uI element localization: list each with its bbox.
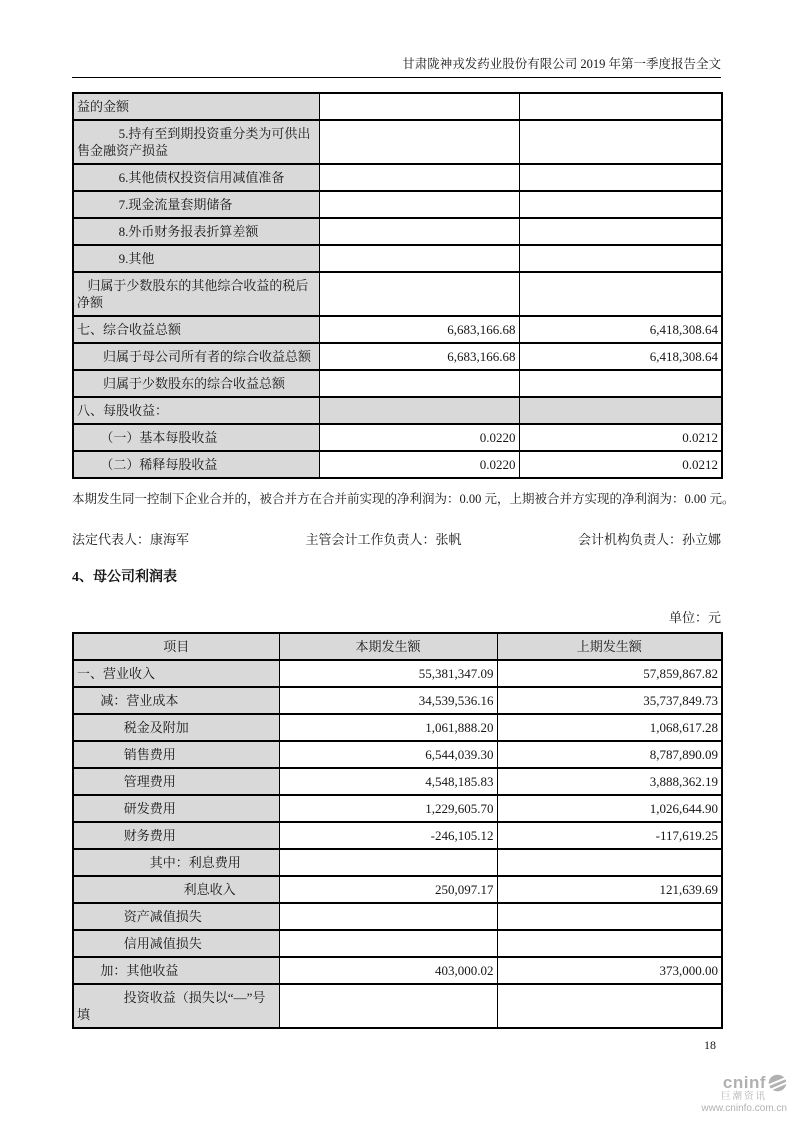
prior-period-value: 1,026,644.90 (497, 795, 722, 822)
table-row (73, 741, 722, 768)
table-row (73, 957, 722, 984)
current-period-value: 4,548,185.83 (279, 768, 497, 795)
cninfo-logo (677, 1074, 787, 1114)
row-label: 9.其他 (73, 245, 319, 272)
prior-period-value: 35,737,849.73 (497, 687, 722, 714)
page-number: 18 (704, 1038, 716, 1052)
table-row (73, 370, 722, 397)
row-label: 5.持有至到期投资重分类为可供出售金融资产损益 (73, 120, 319, 164)
table-row (73, 795, 722, 822)
prior-period-value (497, 930, 722, 957)
prior-period-value (497, 903, 722, 930)
accounting-head: 会计机构负责人：孙立娜 (577, 532, 721, 547)
current-period-value (319, 93, 519, 120)
table-row (73, 191, 722, 218)
prior-period-value: 1,068,617.28 (497, 714, 722, 741)
current-period-value: 6,683,166.68 (319, 316, 519, 343)
table-row (73, 660, 722, 687)
current-period-value (319, 191, 519, 218)
prior-period-value (497, 984, 722, 1028)
table-row (73, 164, 722, 191)
row-label: 财务费用 (73, 822, 279, 849)
row-label: 归属于少数股东的其他综合收益的税后净额 (73, 272, 319, 316)
table-row (73, 451, 722, 478)
prior-period-value (519, 245, 722, 272)
current-period-value: 0.0220 (319, 424, 519, 451)
table-row (73, 424, 722, 451)
current-period-value: 34,539,536.16 (279, 687, 497, 714)
table-row (73, 397, 722, 424)
prior-period-value (519, 397, 722, 424)
row-label: 利息收入 (73, 876, 279, 903)
table-row (73, 272, 722, 316)
current-period-value: 1,061,888.20 (279, 714, 497, 741)
row-label: 销售费用 (73, 741, 279, 768)
current-period-value (319, 397, 519, 424)
row-label: 税金及附加 (73, 714, 279, 741)
comprehensive-income-table (72, 92, 723, 479)
prior-period-value (519, 164, 722, 191)
current-period-value (319, 120, 519, 164)
cninfo-swirl-icon (768, 1074, 787, 1092)
table-row (73, 687, 722, 714)
current-period-value: 1,229,605.70 (279, 795, 497, 822)
current-period-value (319, 272, 519, 316)
row-label: 益的金额 (73, 93, 319, 120)
current-period-value (279, 930, 497, 957)
row-label: 八、每股收益： (73, 397, 319, 424)
prior-period-value (497, 849, 722, 876)
column-header-item: 项目 (73, 633, 279, 660)
current-period-value (319, 164, 519, 191)
row-label: 6.其他债权投资信用减值准备 (73, 164, 319, 191)
row-label: 7.现金流量套期储备 (73, 191, 319, 218)
prior-period-value (519, 191, 722, 218)
current-period-value: -246,105.12 (279, 822, 497, 849)
table-row (73, 903, 722, 930)
table-row (73, 849, 722, 876)
table-row (73, 930, 722, 957)
row-label: （一）基本每股收益 (73, 424, 319, 451)
row-label: 管理费用 (73, 768, 279, 795)
prior-period-value: 0.0212 (519, 424, 722, 451)
current-period-value: 6,683,166.68 (319, 343, 519, 370)
row-label: 信用减值损失 (73, 930, 279, 957)
table-row (73, 822, 722, 849)
prior-period-value (519, 120, 722, 164)
table-row (73, 120, 722, 164)
current-period-value: 403,000.02 (279, 957, 497, 984)
current-period-value (279, 849, 497, 876)
row-label: 一、营业收入 (73, 660, 279, 687)
current-period-value (279, 984, 497, 1028)
prior-period-value: 0.0212 (519, 451, 722, 478)
prior-period-value: -117,619.25 (497, 822, 722, 849)
table-row (73, 984, 722, 1028)
table-row (73, 218, 722, 245)
prior-period-value (519, 93, 722, 120)
chief-accountant: 主管会计工作负责人：张帆 (305, 532, 462, 547)
row-label: 研发费用 (73, 795, 279, 822)
row-label: 减：营业成本 (73, 687, 279, 714)
prior-period-value (519, 218, 722, 245)
section-heading: 4、母公司利润表 (72, 570, 177, 585)
row-label: 归属于母公司所有者的综合收益总额 (73, 343, 319, 370)
current-period-value: 55,381,347.09 (279, 660, 497, 687)
table-row (73, 876, 722, 903)
logo-brand-text: cninf (722, 1073, 766, 1092)
current-period-value: 250,097.17 (279, 876, 497, 903)
prior-period-value: 8,787,890.09 (497, 741, 722, 768)
table-row (73, 316, 722, 343)
prior-period-value: 57,859,867.82 (497, 660, 722, 687)
header-divider (72, 77, 721, 78)
table-row (73, 245, 722, 272)
merger-note: 本期发生同一控制下企业合并的，被合并方在合并前实现的净利润为：0.00 元，上期被合并方实现的净利润为：0.00 元。 (72, 492, 735, 506)
current-period-value: 6,544,039.30 (279, 741, 497, 768)
current-period-value: 0.0220 (319, 451, 519, 478)
prior-period-value: 3,888,362.19 (497, 768, 722, 795)
current-period-value (319, 245, 519, 272)
row-label: 七、综合收益总额 (73, 316, 319, 343)
table-header-row (73, 633, 722, 660)
column-header-prior: 上期发生额 (497, 633, 722, 660)
parent-company-income-table (72, 632, 723, 1029)
table-row (73, 93, 722, 120)
row-label: 其中：利息费用 (73, 849, 279, 876)
column-header-current: 本期发生额 (279, 633, 497, 660)
row-label: （二）稀释每股收益 (73, 451, 319, 478)
logo-chinese-name: 巨潮资讯 (720, 1091, 767, 1102)
prior-period-value: 373,000.00 (497, 957, 722, 984)
table-row (73, 343, 722, 370)
prior-period-value: 6,418,308.64 (519, 316, 722, 343)
row-label: 8.外币财务报表折算差额 (73, 218, 319, 245)
prior-period-value: 121,639.69 (497, 876, 722, 903)
current-period-value (319, 218, 519, 245)
current-period-value (279, 903, 497, 930)
current-period-value (319, 370, 519, 397)
report-header-title: 甘肃陇神戎发药业股份有限公司 2019 年第一季度报告全文 (402, 57, 721, 71)
table-row (73, 714, 722, 741)
logo-url: www.cninfo.com.cn (701, 1103, 787, 1115)
prior-period-value: 6,418,308.64 (519, 343, 722, 370)
row-label: 归属于少数股东的综合收益总额 (73, 370, 319, 397)
table-row (73, 768, 722, 795)
row-label: 加：其他收益 (73, 957, 279, 984)
signature-line (72, 529, 721, 548)
row-label: 资产减值损失 (73, 903, 279, 930)
legal-representative: 法定代表人：康海军 (72, 532, 190, 547)
unit-label: 单位：元 (668, 610, 721, 625)
prior-period-value (519, 370, 722, 397)
prior-period-value (519, 272, 722, 316)
row-label: 投资收益（损失以“—”号填 (73, 984, 279, 1028)
